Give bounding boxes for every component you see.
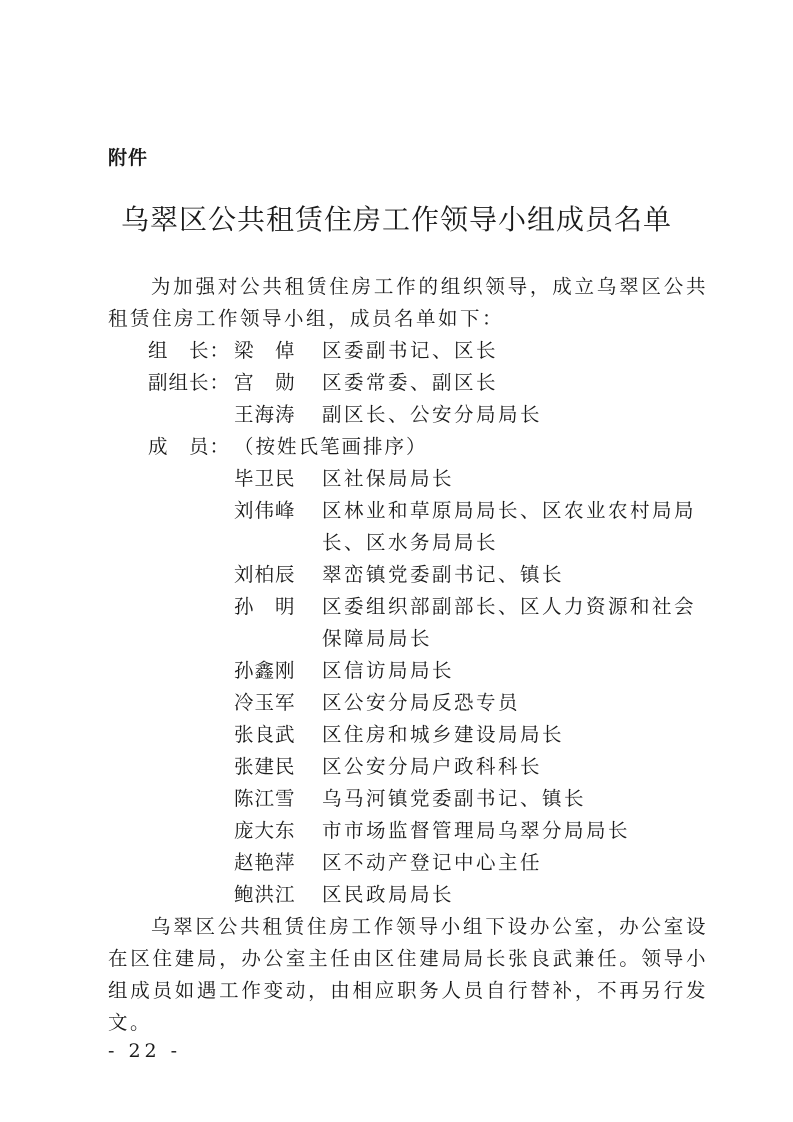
member-name: 陈江雪 [234, 787, 296, 810]
member-row [108, 879, 708, 911]
member-position: 翠峦镇党委副书记、镇长 [322, 563, 565, 586]
member-row [108, 847, 708, 879]
member-name: 张建民 [234, 755, 296, 778]
page-number: - 22 - [108, 1040, 182, 1062]
member-name: 孙 明 [234, 595, 296, 618]
member-position: 区不动产登记中心主任 [322, 851, 543, 874]
member-position: 区林业和草原局局长、区农业农村局局长、区水务局局长 [322, 499, 697, 554]
member-name: 赵艳萍 [234, 851, 296, 874]
closing-paragraph: 乌翠区公共租赁住房工作领导小组下设办公室，办公室设在区住建局，办公室主任由区住建局局长张良武兼任。领导小组成员如遇工作变动，由相应职务人员自行替补，不再另行发文。 [108, 915, 708, 1034]
member-position: 区公安分局户政科科长 [322, 755, 543, 778]
member-row [108, 815, 708, 847]
member-name: 毕卫民 [234, 467, 296, 490]
member-position: 区民政局局长 [322, 883, 455, 906]
member-position: 乌马河镇党委副书记、镇长 [322, 787, 587, 810]
member-row [108, 559, 708, 591]
members-sort-note: （按姓氏笔画排序） [234, 435, 428, 458]
members-list [108, 463, 708, 911]
member-name: 鲍洪江 [234, 883, 296, 906]
deputy-position: 区委常委、副区长 [322, 371, 499, 394]
document-title: 乌翠区公共租赁住房工作领导小组成员名单 [120, 203, 672, 236]
leader-row [108, 335, 708, 367]
member-name: 刘柏辰 [234, 563, 296, 586]
document-body [108, 271, 708, 1039]
leader-role-label: 组 长： [148, 339, 231, 362]
intro-paragraph: 为加强对公共租赁住房工作的组织领导，成立乌翠区公共租赁住房工作领导小组，成员名单如下： [108, 275, 708, 330]
member-row [108, 495, 708, 559]
member-position: 区信访局局长 [322, 659, 455, 682]
member-position: 区社保局局长 [322, 467, 455, 490]
member-position: 区住房和城乡建设局局长 [322, 723, 565, 746]
member-position: 区公安分局反恐专员 [322, 691, 521, 714]
member-row [108, 591, 708, 655]
member-row [108, 719, 708, 751]
member-name: 孙鑫刚 [234, 659, 296, 682]
member-name: 冷玉军 [234, 691, 296, 714]
members-role-label: 成 员： [148, 435, 231, 458]
members-header-row [108, 431, 708, 463]
member-row [108, 687, 708, 719]
deputy-role-label: 副组长： [148, 371, 231, 394]
deputy-row [108, 367, 708, 399]
member-name: 刘伟峰 [234, 499, 296, 522]
deputy-row [108, 399, 708, 431]
deputy-name: 宫 勋 [234, 371, 296, 394]
member-row [108, 751, 708, 783]
member-name: 张良武 [234, 723, 296, 746]
member-position: 区委组织部副部长、区人力资源和社会保障局局长 [322, 595, 697, 650]
member-row [108, 783, 708, 815]
leader-name: 梁 倬 [234, 339, 296, 362]
member-name: 庞大东 [234, 819, 296, 842]
member-row [108, 463, 708, 495]
deputy-position: 副区长、公安分局局长 [322, 403, 543, 426]
member-position: 市市场监督管理局乌翠分局局长 [322, 819, 631, 842]
deputy-name: 王海涛 [234, 403, 296, 426]
attachment-label: 附件 [108, 147, 149, 169]
member-row [108, 655, 708, 687]
leader-position: 区委副书记、区长 [322, 339, 499, 362]
